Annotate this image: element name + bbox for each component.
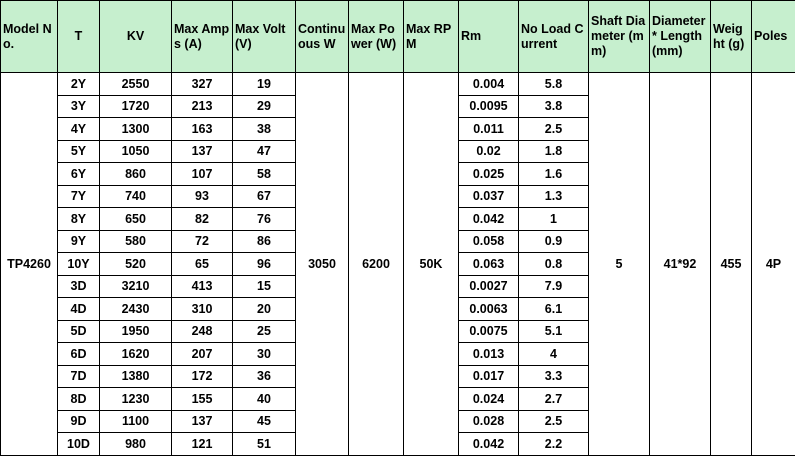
cell-kv: 1100 (100, 410, 172, 433)
cell-kv: 980 (100, 433, 172, 456)
cell-rm: 0.004 (459, 73, 519, 96)
cell-t: 7D (58, 365, 100, 388)
cell-shaft-diameter: 5 (589, 73, 650, 456)
cell-max-volt: 30 (233, 343, 296, 366)
cell-kv: 3210 (100, 275, 172, 298)
cell-t: 5Y (58, 140, 100, 163)
cell-max-amps: 207 (172, 343, 233, 366)
header-rm: Rm (459, 1, 519, 73)
cell-max-amps: 310 (172, 298, 233, 321)
cell-t: 6D (58, 343, 100, 366)
cell-rm: 0.063 (459, 253, 519, 276)
header-continuous-w: Continuous W (296, 1, 349, 73)
cell-rm: 0.0075 (459, 320, 519, 343)
cell-max-rpm: 50K (404, 73, 459, 456)
cell-max-volt: 76 (233, 208, 296, 231)
cell-rm: 0.02 (459, 140, 519, 163)
cell-kv: 520 (100, 253, 172, 276)
cell-rm: 0.025 (459, 163, 519, 186)
cell-max-volt: 51 (233, 433, 296, 456)
cell-rm: 0.0027 (459, 275, 519, 298)
cell-no-load-current: 1.8 (519, 140, 589, 163)
header-kv: KV (100, 1, 172, 73)
cell-no-load-current: 3.8 (519, 95, 589, 118)
header-max-amps: Max Amps (A) (172, 1, 233, 73)
cell-max-volt: 29 (233, 95, 296, 118)
header-no-load-current: No Load Current (519, 1, 589, 73)
cell-t: 9D (58, 410, 100, 433)
cell-max-amps: 121 (172, 433, 233, 456)
cell-kv: 740 (100, 185, 172, 208)
header-model-no: Model No. (1, 1, 58, 73)
cell-rm: 0.058 (459, 230, 519, 253)
cell-weight: 455 (711, 73, 752, 456)
cell-t: 8Y (58, 208, 100, 231)
cell-max-amps: 65 (172, 253, 233, 276)
header-row (1, 1, 795, 73)
cell-t: 4D (58, 298, 100, 321)
cell-rm: 0.042 (459, 433, 519, 456)
header-poles: Poles (752, 1, 795, 73)
cell-max-volt: 67 (233, 185, 296, 208)
cell-rm: 0.0063 (459, 298, 519, 321)
cell-rm: 0.042 (459, 208, 519, 231)
cell-kv: 2550 (100, 73, 172, 96)
cell-max-amps: 413 (172, 275, 233, 298)
cell-max-amps: 172 (172, 365, 233, 388)
cell-max-volt: 86 (233, 230, 296, 253)
cell-max-amps: 107 (172, 163, 233, 186)
cell-t: 8D (58, 388, 100, 411)
cell-continuous-w: 3050 (296, 73, 349, 456)
cell-t: 6Y (58, 163, 100, 186)
cell-poles: 4P (752, 73, 795, 456)
cell-max-amps: 163 (172, 118, 233, 141)
cell-rm: 0.013 (459, 343, 519, 366)
cell-max-amps: 93 (172, 185, 233, 208)
cell-t: 5D (58, 320, 100, 343)
cell-t: 9Y (58, 230, 100, 253)
cell-max-power: 6200 (349, 73, 404, 456)
cell-rm: 0.028 (459, 410, 519, 433)
cell-max-volt: 20 (233, 298, 296, 321)
cell-max-volt: 36 (233, 365, 296, 388)
cell-no-load-current: 1 (519, 208, 589, 231)
cell-max-volt: 38 (233, 118, 296, 141)
cell-no-load-current: 7.9 (519, 275, 589, 298)
cell-t: 3Y (58, 95, 100, 118)
header-max-rpm: Max RPM (404, 1, 459, 73)
cell-rm: 0.024 (459, 388, 519, 411)
cell-no-load-current: 3.3 (519, 365, 589, 388)
cell-kv: 1230 (100, 388, 172, 411)
cell-kv: 650 (100, 208, 172, 231)
cell-max-amps: 82 (172, 208, 233, 231)
cell-no-load-current: 4 (519, 343, 589, 366)
cell-t: 7Y (58, 185, 100, 208)
cell-max-amps: 248 (172, 320, 233, 343)
cell-max-volt: 47 (233, 140, 296, 163)
cell-no-load-current: 5.8 (519, 73, 589, 96)
cell-max-amps: 137 (172, 140, 233, 163)
cell-kv: 2430 (100, 298, 172, 321)
cell-max-amps: 213 (172, 95, 233, 118)
cell-t: 2Y (58, 73, 100, 96)
cell-rm: 0.011 (459, 118, 519, 141)
header-t: T (58, 1, 100, 73)
cell-max-volt: 19 (233, 73, 296, 96)
cell-no-load-current: 0.8 (519, 253, 589, 276)
cell-kv: 1950 (100, 320, 172, 343)
cell-kv: 1050 (100, 140, 172, 163)
cell-max-volt: 15 (233, 275, 296, 298)
cell-diameter-length: 41*92 (650, 73, 711, 456)
cell-max-volt: 25 (233, 320, 296, 343)
cell-no-load-current: 0.9 (519, 230, 589, 253)
cell-rm: 0.0095 (459, 95, 519, 118)
cell-kv: 1620 (100, 343, 172, 366)
cell-no-load-current: 2.2 (519, 433, 589, 456)
cell-rm: 0.037 (459, 185, 519, 208)
cell-t: 10Y (58, 253, 100, 276)
cell-rm: 0.017 (459, 365, 519, 388)
cell-t: 3D (58, 275, 100, 298)
cell-no-load-current: 5.1 (519, 320, 589, 343)
cell-no-load-current: 2.5 (519, 118, 589, 141)
cell-max-volt: 96 (233, 253, 296, 276)
header-shaft-diameter: Shaft Diameter (mm) (589, 1, 650, 73)
cell-no-load-current: 6.1 (519, 298, 589, 321)
cell-t: 4Y (58, 118, 100, 141)
header-max-power: Max Power (W) (349, 1, 404, 73)
cell-kv: 1300 (100, 118, 172, 141)
cell-max-amps: 72 (172, 230, 233, 253)
table-row (1, 73, 795, 96)
cell-kv: 1720 (100, 95, 172, 118)
cell-max-volt: 58 (233, 163, 296, 186)
cell-no-load-current: 2.7 (519, 388, 589, 411)
cell-max-amps: 155 (172, 388, 233, 411)
header-max-volt: Max Volt (V) (233, 1, 296, 73)
cell-no-load-current: 2.5 (519, 410, 589, 433)
cell-kv: 1380 (100, 365, 172, 388)
cell-max-amps: 327 (172, 73, 233, 96)
header-diameter-length: Diameter * Length (mm) (650, 1, 711, 73)
cell-kv: 580 (100, 230, 172, 253)
cell-max-volt: 40 (233, 388, 296, 411)
cell-max-volt: 45 (233, 410, 296, 433)
cell-t: 10D (58, 433, 100, 456)
cell-max-amps: 137 (172, 410, 233, 433)
cell-model-no: TP4260 (1, 73, 58, 456)
cell-no-load-current: 1.6 (519, 163, 589, 186)
header-weight: Weight (g) (711, 1, 752, 73)
cell-no-load-current: 1.3 (519, 185, 589, 208)
cell-kv: 860 (100, 163, 172, 186)
